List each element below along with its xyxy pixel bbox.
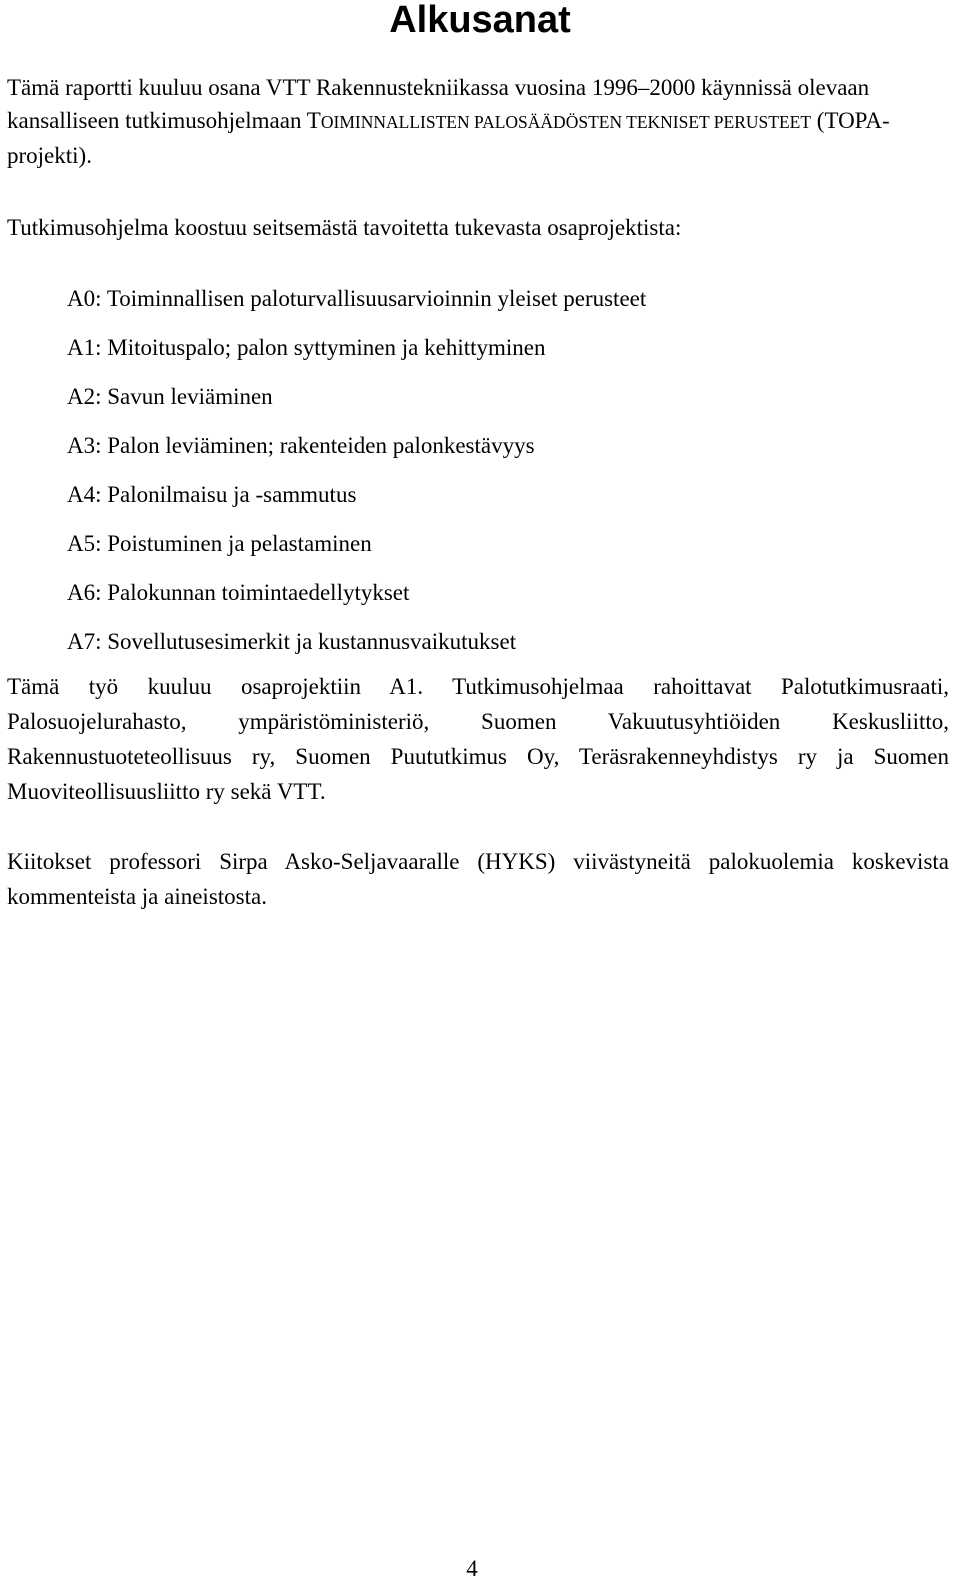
intro-lead-text: Tämä raportti kuuluu osana VTT Rakennustekniikassa vuosina 1996–2000 käynnissä olevaan kansalliseen tutkimusohjelmaan T bbox=[7, 75, 870, 133]
list-item: A6: Palokunnan toimintaedellytykset bbox=[67, 580, 410, 605]
list-item: A5: Poistuminen ja pelastaminen bbox=[67, 531, 372, 556]
list-item: A2: Savun leviäminen bbox=[67, 384, 273, 409]
list-item: A1: Mitoituspalo; palon syttyminen ja kehittyminen bbox=[67, 335, 546, 360]
program-name-text: OIMINNALLISTEN PALOSÄÄDÖSTEN TEKNISET PERUSTEET bbox=[320, 112, 812, 132]
intro-tail-text: (TOPA-projekti). bbox=[7, 108, 890, 168]
intro-paragraph bbox=[7, 71, 949, 172]
list-item: A4: Palonilmaisu ja -sammutus bbox=[67, 482, 357, 507]
acknowledgement-paragraph: Kiitokset professori Sirpa Asko-Seljavaaralle (HYKS) viivästyneitä palokuolemia koskevista kommenteista ja aineistosta. bbox=[7, 849, 949, 909]
subprojects-intro-paragraph: Tutkimusohjelma koostuu seitsemästä tavoitetta tukevasta osaprojektista: bbox=[7, 215, 682, 240]
list-item: A3: Palon leviäminen; rakenteiden palonkestävyys bbox=[67, 433, 535, 458]
funding-paragraph: Tämä työ kuuluu osaprojektiin A1. Tutkimusohjelmaa rahoittavat Palotutkimusraati, Palosuojelurahasto, ympäristöministeriö, Suomen Vakuutusyhtiöiden Keskusliitto, Rakennustuoteteollisuus ry, Suomen Puututkimus Oy, Teräsrakenneyhdistys ry ja Suomen Muoviteollisuusliitto ry sekä VTT. bbox=[7, 674, 949, 804]
list-item: A0: Toiminnallisen paloturvallisuusarvioinnin yleiset perusteet bbox=[67, 286, 647, 311]
subproject-list bbox=[67, 282, 646, 674]
list-item: A7: Sovellutusesimerkit ja kustannusvaikutukset bbox=[67, 629, 517, 654]
page-number: 4 bbox=[466, 1556, 478, 1581]
page-title: Alkusanat bbox=[389, 0, 571, 41]
